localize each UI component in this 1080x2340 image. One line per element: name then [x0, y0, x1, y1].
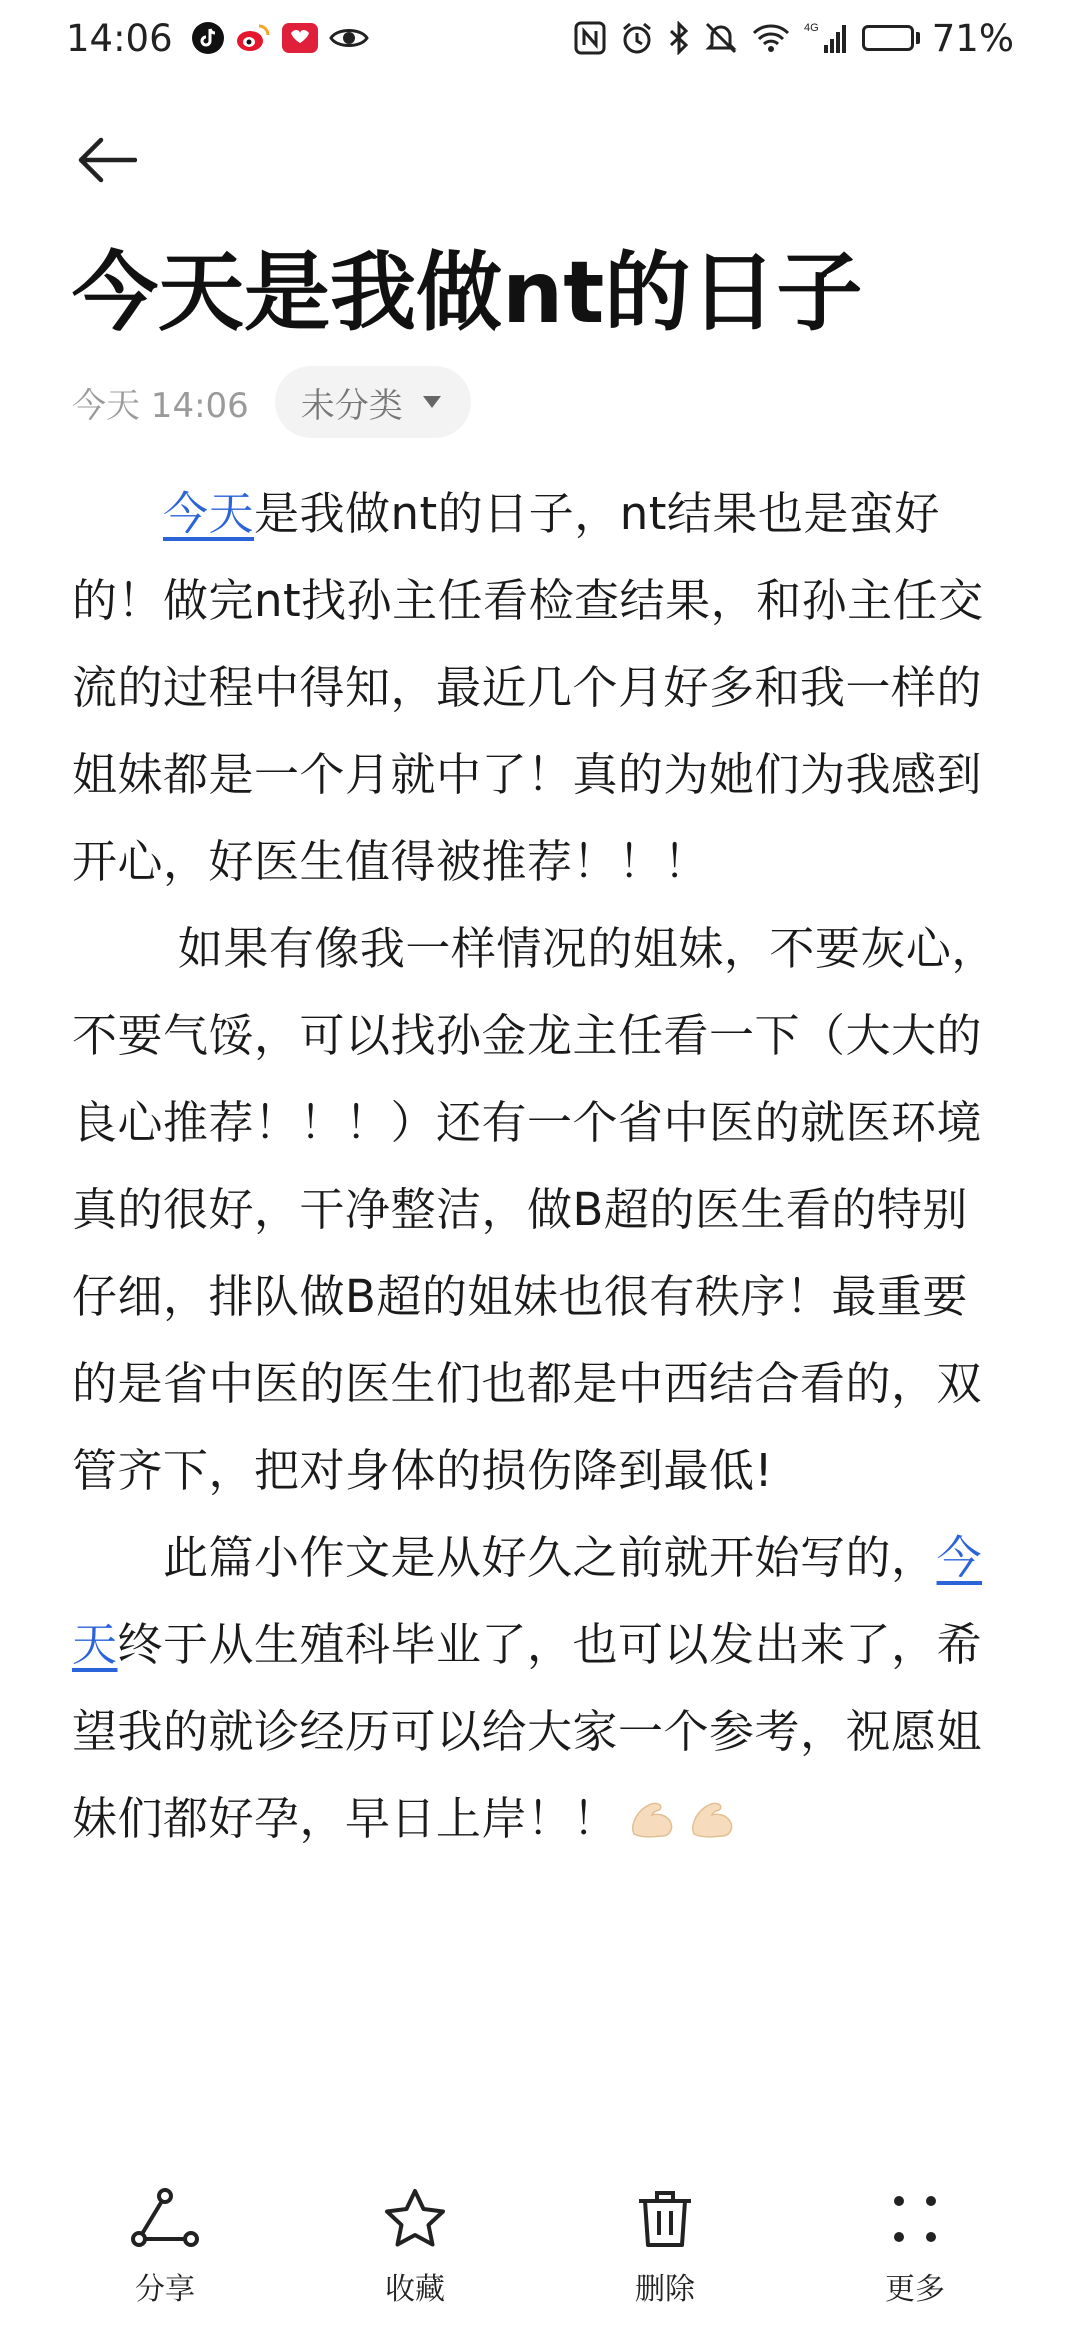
nfc-icon [574, 21, 606, 55]
note-meta [72, 366, 471, 438]
category-dropdown[interactable] [275, 366, 471, 438]
red-app-icon [281, 21, 319, 55]
status-bar [0, 0, 1080, 76]
signal-4g-icon [804, 21, 848, 55]
paragraph-text-before: 此篇小作文是从好久之前就开始写的， [163, 1531, 937, 1584]
alarm-icon [620, 21, 654, 55]
paragraph-indent [72, 922, 163, 975]
paragraph-text: 是我做nt的日子，nt结果也是蛮好的！做完nt找孙主任看检查结果，和孙主任交流的过程中得知，最近几个月好多和我一样的姐妹都是一个月就中了！真的为她们为我感到开心，好医生值得被推荐！！！ [72, 487, 984, 888]
paragraph-2 [72, 905, 1012, 1514]
paragraph-indent [72, 1531, 163, 1584]
battery-percent: 71% [931, 16, 1014, 60]
share-icon [130, 2180, 200, 2258]
mute-icon [704, 21, 738, 55]
bluetooth-icon [668, 21, 690, 55]
paragraph-indent [72, 487, 163, 540]
star-icon [382, 2180, 448, 2258]
paragraph-3 [72, 1514, 1012, 1862]
arrow-left-icon [77, 137, 137, 183]
delete-label: 删除 [635, 2272, 695, 2307]
trash-icon [635, 2180, 695, 2258]
more-button[interactable] [830, 2180, 1000, 2308]
status-bar-left [66, 17, 379, 60]
flexed-biceps-emoji [688, 1781, 738, 1827]
paragraph-text: 终于从生殖科毕业了，也可以发出来了，希望我的就诊经历可以给大家一个参考，祝愿姐妹们都好孕，早日上岸！！ [72, 1618, 983, 1845]
flexed-biceps-emoji [628, 1781, 678, 1827]
share-button[interactable] [80, 2180, 250, 2308]
paragraph-text: 如果有像我一样情况的姐妹，不要灰心，不要气馁，可以找孙金龙主任看一下（大大的良心推荐！！！）还有一个省中医的就医环境真的很好，干净整洁，做B超的医生看的特别仔细，排队做B超的姐妹也很有秩序！最重要的是省中医的医生们也都是中西结合看的，双管齐下，把对身体的损伤降到最低! [72, 922, 997, 1497]
eye-icon [329, 24, 369, 52]
paragraph-1 [72, 470, 1012, 905]
wifi-icon [752, 23, 790, 53]
more-label: 更多 [885, 2272, 945, 2307]
svg-text:4G: 4G [803, 22, 819, 34]
note-title[interactable]: 今天是我做nt的日子 [72, 243, 863, 343]
favorite-button[interactable] [330, 2180, 500, 2308]
note-body[interactable] [72, 470, 1012, 1862]
note-date: 今天 14:06 [72, 385, 249, 426]
status-time: 14:06 [66, 16, 173, 60]
weibo-icon [235, 21, 271, 55]
delete-button[interactable] [580, 2180, 750, 2308]
caret-down-icon [421, 394, 443, 410]
bottom-toolbar [0, 2180, 1080, 2320]
favorite-label: 收藏 [385, 2272, 445, 2307]
date-link[interactable]: 今天 [72, 1531, 983, 1671]
tiktok-icon [191, 21, 225, 55]
category-label: 未分类 [300, 385, 403, 426]
date-link[interactable]: 今天 [163, 487, 255, 540]
more-dots-icon [887, 2180, 943, 2258]
back-button[interactable] [72, 128, 142, 192]
share-label: 分享 [135, 2272, 195, 2307]
status-bar-right [574, 17, 1014, 60]
battery-icon [862, 25, 920, 51]
